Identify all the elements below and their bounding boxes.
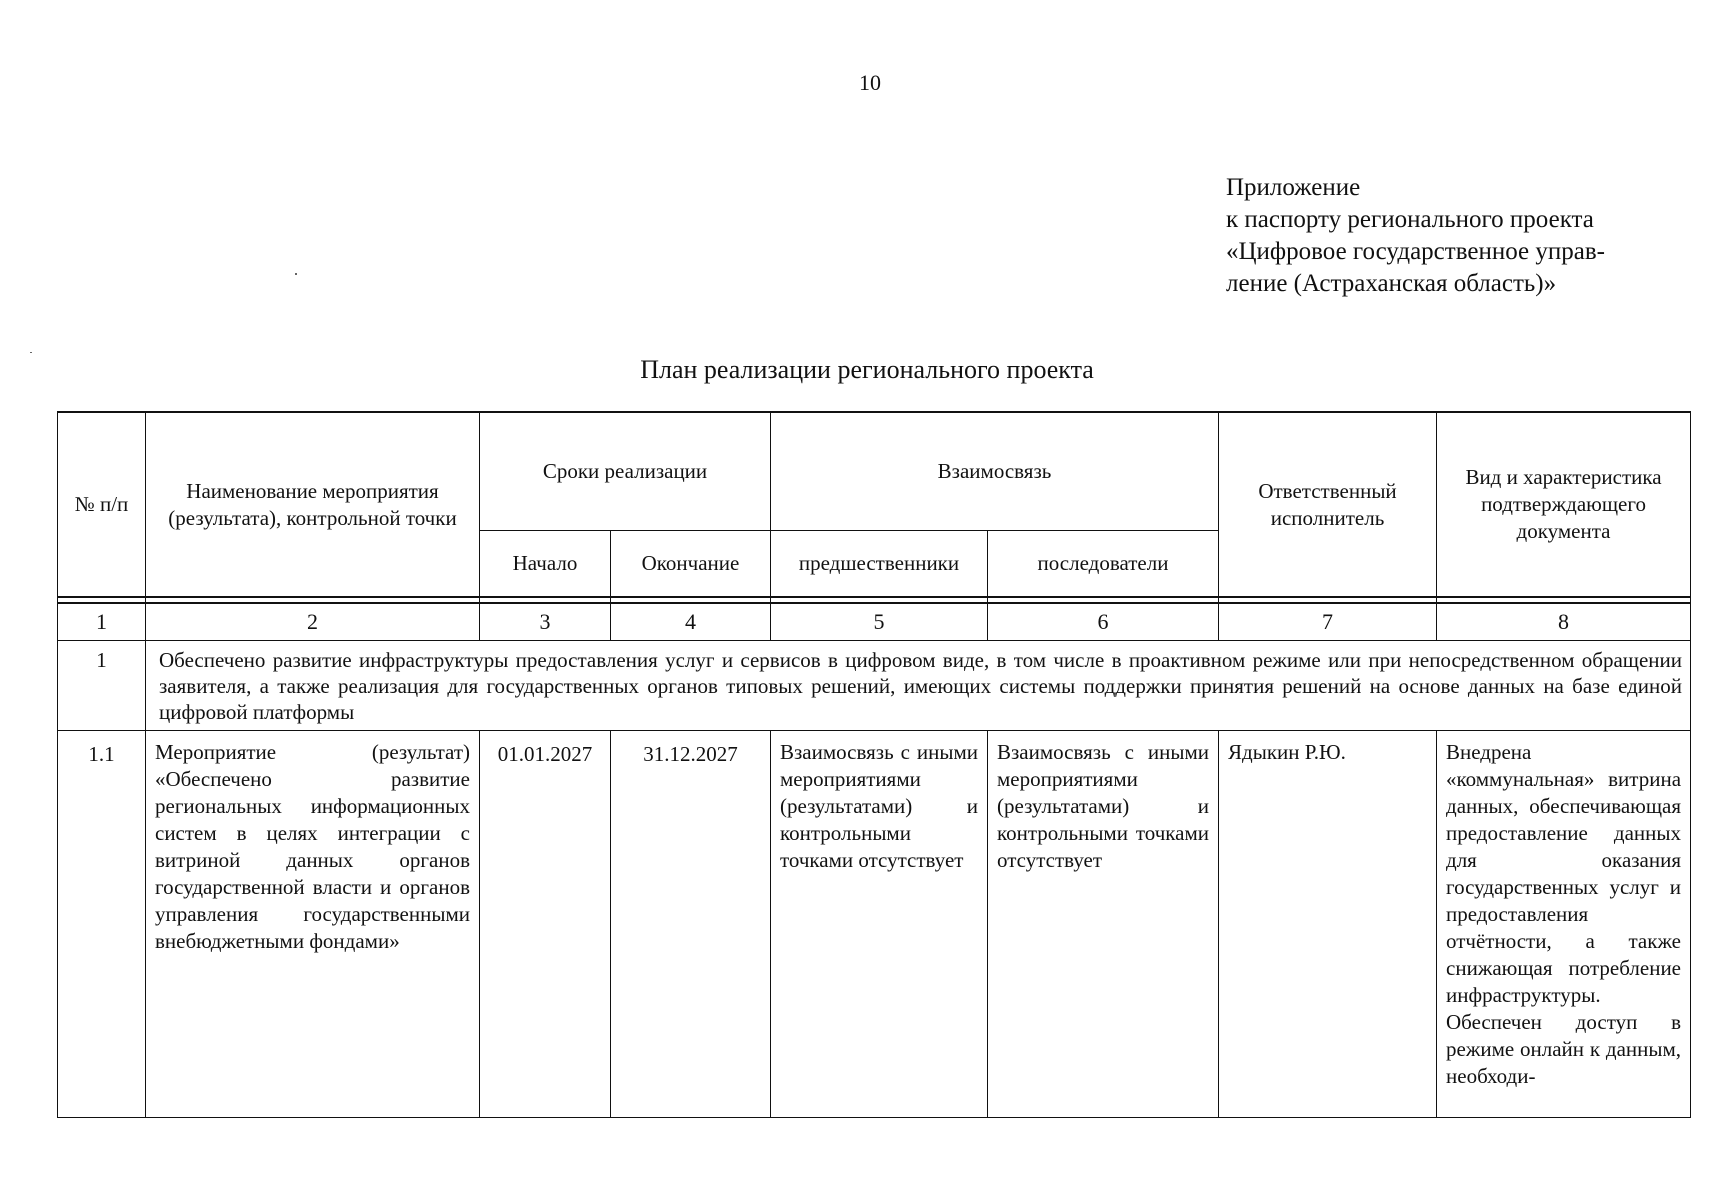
row-responsible-text: Ядыкин Р.Ю. <box>1228 739 1346 764</box>
row-successors-text: Взаимосвязь с иными мероприятиями (результатами) и контрольными точками отсутствует <box>997 739 1210 872</box>
scan-speck <box>30 352 32 353</box>
section-row <box>58 640 1691 730</box>
row-document <box>1437 730 1691 1117</box>
appendix-line: ление (Астраханская область)» <box>1226 270 1557 297</box>
row-predecessors <box>771 730 988 1117</box>
column-number: 3 <box>480 603 611 640</box>
header-document: Вид и характеристика подтверждающего документа <box>1437 412 1691 597</box>
appendix-note <box>1226 172 1696 300</box>
appendix-line: «Цифровое государственное управ- <box>1226 238 1605 265</box>
row-name <box>146 730 480 1117</box>
page-number: 10 <box>859 70 881 95</box>
section-number: 1 <box>58 640 146 730</box>
column-number: 1 <box>58 603 146 640</box>
column-number: 7 <box>1219 603 1437 640</box>
row-start-date: 01.01.2027 <box>480 730 611 1117</box>
column-number: 4 <box>611 603 771 640</box>
row-number: 1.1 <box>58 730 146 1117</box>
table-row <box>58 730 1691 1117</box>
document-title: План реализации регионального проекта <box>640 355 1094 384</box>
header-end: Окончание <box>611 530 771 597</box>
scan-speck <box>295 273 297 275</box>
row-successors <box>988 730 1219 1117</box>
column-number: 6 <box>988 603 1219 640</box>
header-name: Наименование мероприятия (результата), контрольной точки <box>146 412 480 597</box>
row-predecessors-text: Взаимосвязь с иными мероприятиями (результатами) и контрольными точками отсутствует <box>780 739 978 872</box>
column-number: 2 <box>146 603 480 640</box>
section-text: Обеспечено развитие инфраструктуры предоставления услуг и сервисов в цифровом виде, в том числе в проактивном режиме или при непосредственном обращении заявителя, а также реализация для государственных органов типовых решений, имеющих системы поддержки принятия решений на основе данных на базе единой цифровой платформы <box>146 640 1691 730</box>
header-start: Начало <box>480 530 611 597</box>
header-responsible: Ответственный исполнитель <box>1219 412 1437 597</box>
header-successors: последователи <box>988 530 1219 597</box>
row-responsible <box>1219 730 1437 1117</box>
column-number-row <box>58 603 1691 640</box>
column-number: 8 <box>1437 603 1691 640</box>
appendix-line: Приложение <box>1226 174 1361 201</box>
header-relation: Взаимосвязь <box>771 412 1219 530</box>
header-num: № п/п <box>58 412 146 597</box>
appendix-line: к паспорту регионального проекта <box>1226 206 1594 233</box>
row-end-date: 31.12.2027 <box>611 730 771 1117</box>
header-terms: Сроки реализации <box>480 412 771 530</box>
column-number: 5 <box>771 603 988 640</box>
row-name-text: Мероприятие (результат) «Обеспечено развитие региональных информационных систем в целях интеграции с витриной данных органов государственной власти и органов управления государственными внебюджетными фондами» <box>155 739 470 953</box>
row-document-text: Внедрена «коммунальная» витрина данных, обеспечивающая предоставление данных для оказания государственных услуг и предоставления отчётности, а также снижающая потребление инфраструктуры. Обеспечен доступ в режиме онлайн к данным, необходи- <box>1446 739 1682 1088</box>
header-row <box>58 412 1691 530</box>
implementation-plan-table <box>57 411 1691 1118</box>
header-predecessors: предшественники <box>771 530 988 597</box>
